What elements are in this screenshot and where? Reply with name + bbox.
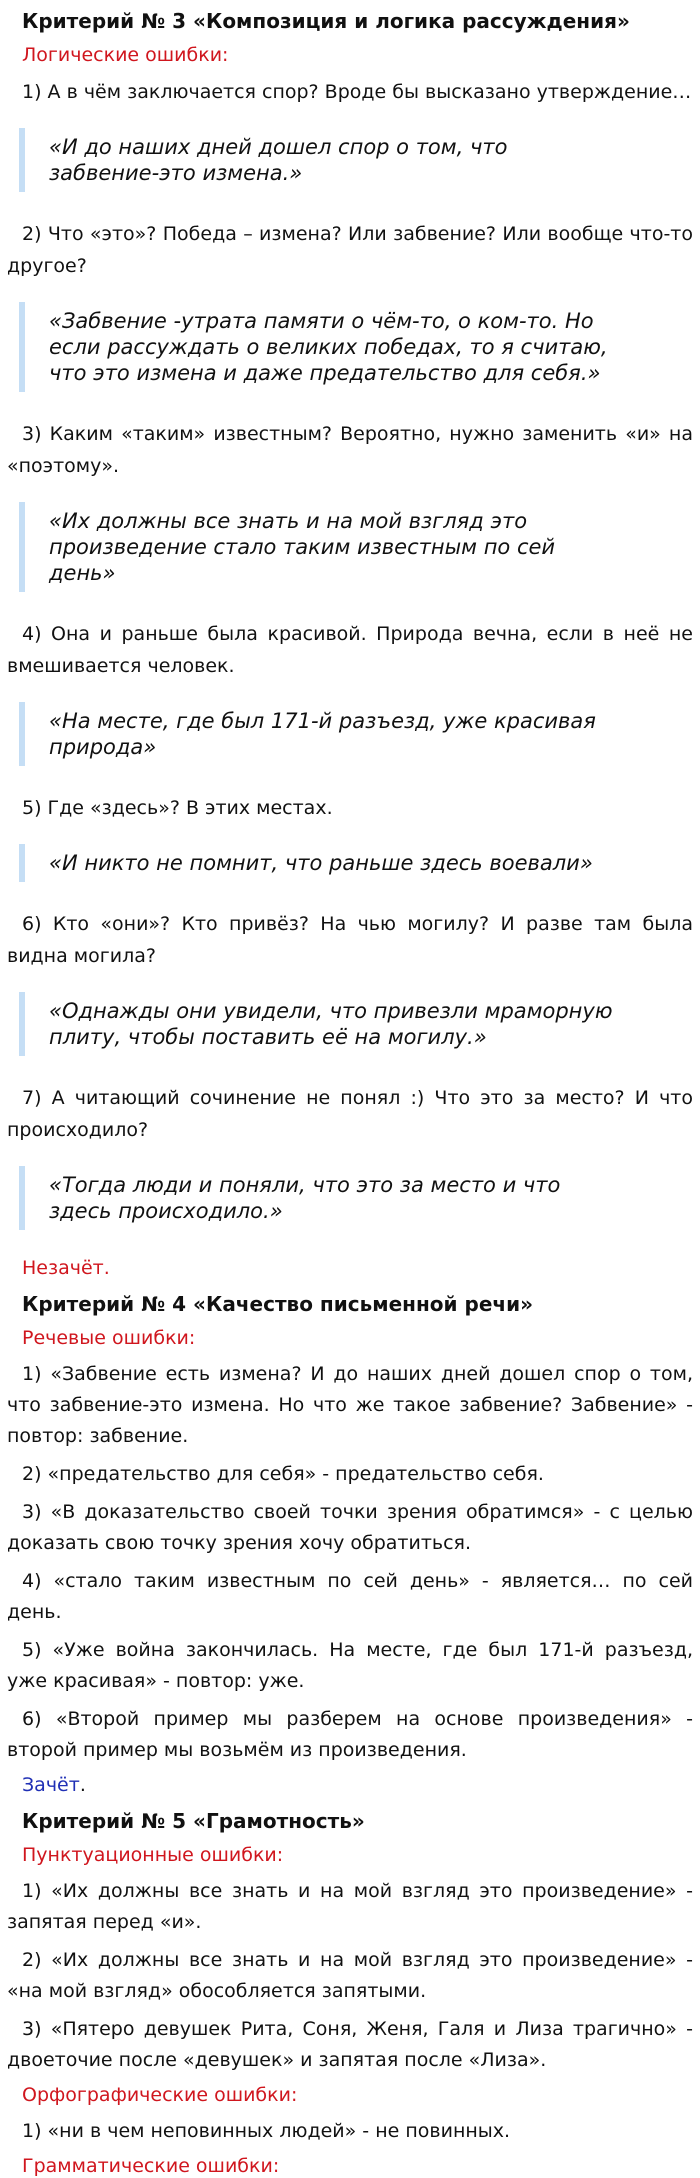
punctuation-error-item: 1) «Их должны все знать и на мой взгляд это произведение» - запятая перед «и». [7,1880,693,1933]
spelling-errors-label: Орфографические ошибки: [22,2084,298,2106]
essay-quote: «Тогда люди и поняли, что это за место и что здесь происходило.» [19,1166,614,1230]
logic-errors-label: Логические ошибки: [22,44,229,66]
logic-error-item: 2) Что «это»? Победа – измена? Или забвение? Или вообще что-то другое? [7,223,693,277]
essay-quote: «На месте, где был 171-й разъезд, уже красивая природа» [19,702,614,766]
logic-error-item: 6) Кто «они»? Кто привёз? На чью могилу? И разве там была видна могила? [7,913,693,967]
grammar-errors-label: Грамматические ошибки: [22,2155,280,2177]
speech-error-item: 1) «Забвение есть измена? И до наших дней дошел спор о том, что забвение-это измена. Но что же такое забвение? Забвение» - повтор: забвение. [7,1363,693,1447]
speech-errors-label: Речевые ошибки: [22,1327,196,1349]
verdict-text: Зачёт [22,1774,80,1796]
essay-quote: «Их должны все знать и на мой взгляд это произведение стало таким известным по сей день» [19,502,614,592]
logic-error-item: 3) Каким «таким» известным? Вероятно, нужно заменить «и» на «поэтому». [7,423,693,477]
punctuation-error-item: 3) «Пятеро девушек Рита, Соня, Женя, Галя и Лиза трагично» - двоеточие после «девушек» и запятая после «Лиза». [7,2018,693,2071]
spelling-error-item: 1) «ни в чем неповинных людей» - не повинных. [22,2120,511,2142]
criterion-3-verdict: Незачёт. [22,1257,110,1279]
essay-quote: «И никто не помнит, что раньше здесь воевали» [19,844,614,882]
logic-error-item: 7) А читающий сочинение не понял :) Что это за место? И что происходило? [7,1087,693,1141]
essay-quote: «Забвение -утрата памяти о чём-то, о ком-то. Но если рассуждать о великих победах, то я считаю, что это измена и даже предательство для себя.» [19,302,614,392]
criterion-5-heading: Критерий № 5 «Грамотность» [22,1809,365,1833]
punctuation-error-item: 2) «Их должны все знать и на мой взгляд это произведение» - «на мой взгляд» обособляется запятыми. [7,1949,693,2002]
criterion-3-heading: Критерий № 3 «Композиция и логика рассуждения» [22,9,630,33]
essay-quote: «И до наших дней дошел спор о том, что забвение-это измена.» [19,128,614,192]
speech-error-item: 6) «Второй пример мы разберем на основе произведения» - второй пример мы возьмём из произведения. [7,1708,693,1761]
essay-quote: «Однажды они увидели, что привезли мраморную плиту, чтобы поставить её на могилу.» [19,992,614,1056]
criterion-4-heading: Критерий № 4 «Качество письменной речи» [22,1292,534,1316]
speech-error-item: 2) «предательство для себя» - предательство себя. [22,1463,544,1485]
speech-error-item: 3) «В доказательство своей точки зрения обратимся» - с целью доказать свою точку зрения хочу обратиться. [7,1501,693,1554]
logic-error-item: 5) Где «здесь»? В этих местах. [22,797,333,819]
speech-error-item: 4) «стало таким известным по сей день» - является… по сей день. [7,1570,693,1623]
criterion-4-verdict [7,1773,693,1797]
logic-error-item: 1) А в чём заключается спор? Вроде бы высказано утверждение… [22,81,692,103]
punctuation-errors-label: Пунктуационные ошибки: [22,1844,284,1866]
speech-error-item: 5) «Уже война закончилась. На месте, где был 171-й разъезд, уже красивая» - повтор: уже. [7,1639,693,1692]
verdict-dot: . [79,1774,86,1796]
logic-error-item: 4) Она и раньше была красивой. Природа вечна, если в неё не вмешивается человек. [7,623,693,677]
